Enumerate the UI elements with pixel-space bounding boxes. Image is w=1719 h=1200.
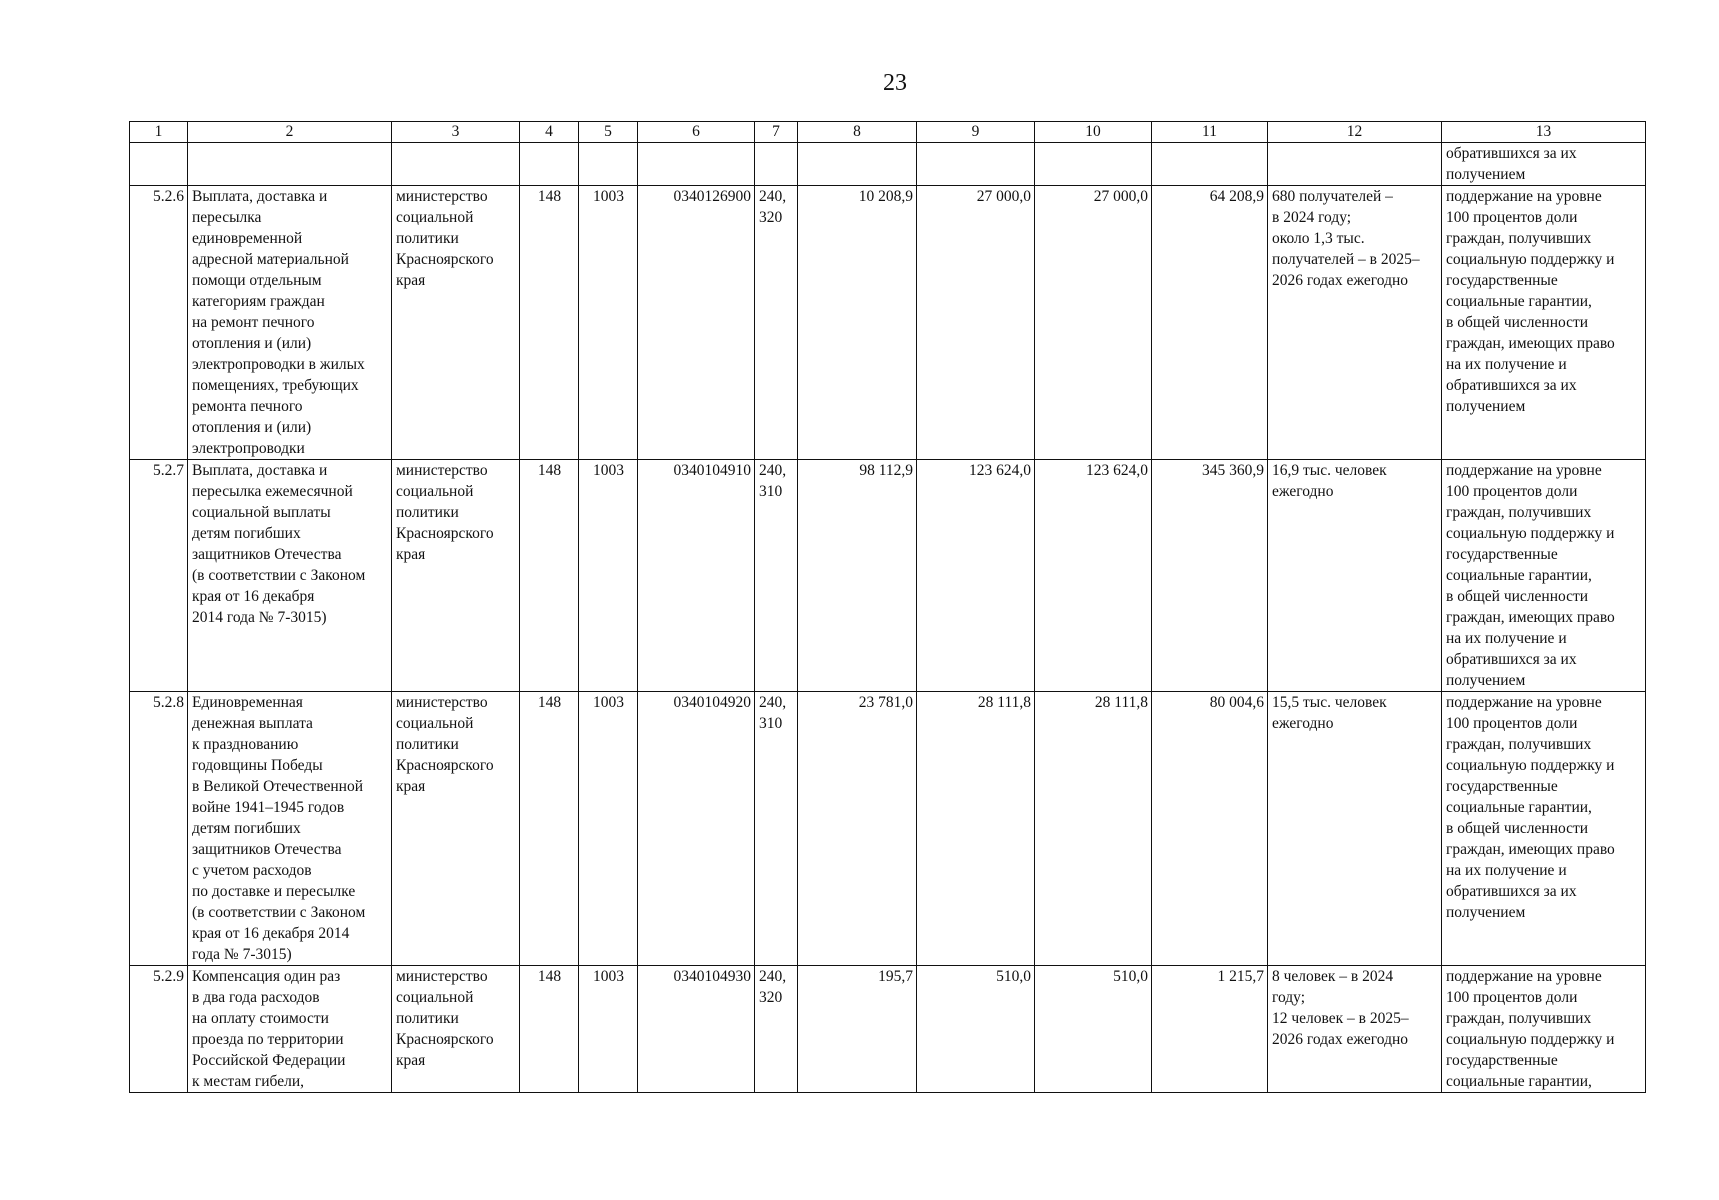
- amount-2026-text: 27 000,0: [1093, 188, 1148, 205]
- row-number: [130, 186, 188, 460]
- table-row: [130, 966, 1646, 1093]
- amount-2026-text: 123 624,0: [1086, 462, 1148, 479]
- amount-2025: [917, 460, 1035, 692]
- target-article-code-text: 0340104910: [673, 462, 751, 479]
- section-code-text: 1003: [593, 462, 624, 479]
- amount-2025-text: 123 624,0: [969, 462, 1031, 479]
- program-activities-table: [129, 121, 1646, 1093]
- column-header-9: 9: [917, 122, 1035, 143]
- amount-2026: [1035, 692, 1152, 966]
- column-header-6: 6: [638, 122, 755, 143]
- executor: [392, 186, 520, 460]
- executor-text: министерство социальной политики Красноярского края: [396, 968, 494, 1069]
- amount-2025: [917, 966, 1035, 1093]
- amount-total-text: 64 208,9: [1209, 188, 1264, 205]
- grbs-code-text: 148: [537, 188, 562, 205]
- amount-2025-text: 27 000,0: [976, 188, 1031, 205]
- expected-result-text: 15,5 тыс. человек ежегодно: [1272, 694, 1387, 732]
- amount-2024-text: 10 208,9: [858, 188, 913, 205]
- executor-text: министерство социальной политики Красноярского края: [396, 694, 494, 795]
- grbs-code-text: 148: [537, 462, 562, 479]
- section-code: [579, 460, 638, 692]
- column-header-13: 13: [1442, 122, 1646, 143]
- grbs-code: [520, 460, 579, 692]
- amount-2025-text: 28 111,8: [977, 694, 1031, 711]
- amount-total: [1152, 186, 1268, 460]
- column-header-7: 7: [755, 122, 798, 143]
- expected-result-text: 680 получателей – в 2024 году; около 1,3 тыс. получателей – в 2025– 2026 годах ежегодно: [1272, 188, 1420, 289]
- expense-type-code: [755, 186, 798, 460]
- amount-2026: [1035, 186, 1152, 460]
- executor-text: министерство социальной политики Красноярского края: [396, 462, 494, 563]
- indicator-text-text: поддержание на уровне 100 процентов доли граждан, получивших социальную поддержку и государственные социальные гарантии, в общей численности граждан, имеющих право на их получение и обратившихся за их получением: [1446, 462, 1615, 689]
- activity-name: [188, 186, 392, 460]
- row-number-text: 5.2.7: [153, 462, 184, 479]
- row-number-text: 5.2.8: [153, 694, 184, 711]
- executor: [392, 966, 520, 1093]
- target-article-code-text: 0340126900: [673, 188, 751, 205]
- indicator-text-text: поддержание на уровне 100 процентов доли граждан, получивших социальную поддержку и государственные социальные гарантии, в общей численности граждан, имеющих право на их получение и обратившихся за их получением: [1446, 188, 1615, 415]
- amount-2024: [798, 186, 917, 460]
- continuation-cell: [917, 143, 1035, 186]
- amount-total-text: 1 215,7: [1217, 968, 1264, 985]
- continuation-cell: [579, 143, 638, 186]
- section-code-text: 1003: [593, 968, 624, 985]
- continuation-cell: [798, 143, 917, 186]
- section-code-text: 1003: [593, 694, 624, 711]
- amount-total: [1152, 460, 1268, 692]
- executor: [392, 460, 520, 692]
- column-header-4: 4: [520, 122, 579, 143]
- expected-result: [1268, 460, 1442, 692]
- executor: [392, 692, 520, 966]
- column-header-1: 1: [130, 122, 188, 143]
- page-number: 23: [883, 70, 907, 96]
- amount-2025: [917, 186, 1035, 460]
- activity-name: [188, 460, 392, 692]
- expense-type-code-text: 240, 310: [759, 694, 787, 732]
- continuation-cell: [392, 143, 520, 186]
- amount-total: [1152, 692, 1268, 966]
- column-header-11: 11: [1152, 122, 1268, 143]
- row-number: [130, 966, 188, 1093]
- expense-type-code-text: 240, 320: [759, 188, 787, 226]
- amount-2025: [917, 692, 1035, 966]
- target-article-code: [638, 460, 755, 692]
- amount-2026: [1035, 460, 1152, 692]
- row-number-text: 5.2.6: [153, 188, 184, 205]
- grbs-code: [520, 692, 579, 966]
- table-row: [130, 186, 1646, 460]
- amount-2025-text: 510,0: [996, 968, 1031, 985]
- continuation-cell: [130, 143, 188, 186]
- column-header-8: 8: [798, 122, 917, 143]
- table-row: [130, 460, 1646, 692]
- target-article-code: [638, 186, 755, 460]
- column-header-3: 3: [392, 122, 520, 143]
- activity-name-text: Выплата, доставка и пересылка ежемесячной социальной выплаты детям погибших защитников Отечества (в соответствии с Законом края от 16 декабря 2014 года № 7-3015): [192, 462, 366, 626]
- section-code: [579, 186, 638, 460]
- activity-name: [188, 966, 392, 1093]
- amount-2024: [798, 966, 917, 1093]
- indicator-text: [1442, 186, 1646, 460]
- expense-type-code: [755, 966, 798, 1093]
- amount-total: [1152, 966, 1268, 1093]
- continuation-cell: [638, 143, 755, 186]
- indicator-text: [1442, 692, 1646, 966]
- amount-total-text: 80 004,6: [1209, 694, 1264, 711]
- section-code: [579, 966, 638, 1093]
- indicator-text: [1442, 966, 1646, 1093]
- expected-result-text: 16,9 тыс. человек ежегодно: [1272, 462, 1387, 500]
- grbs-code: [520, 966, 579, 1093]
- amount-2024: [798, 460, 917, 692]
- expected-result-text: 8 человек – в 2024 году; 12 человек – в 2025– 2026 годах ежегодно: [1272, 968, 1409, 1048]
- column-number-header-row: [130, 122, 1646, 143]
- activity-name-text: Единовременная денежная выплата к празднованию годовщины Победы в Великой Отечественной войне 1941–1945 годов детям погибших защитников Отечества с учетом расходов по доставке и пересылке (в соответствии с Законом края от 16 декабря 2014 года № 7-3015): [192, 694, 366, 963]
- grbs-code: [520, 186, 579, 460]
- activity-name: [188, 692, 392, 966]
- amount-2024-text: 98 112,9: [859, 462, 913, 479]
- amount-2026: [1035, 966, 1152, 1093]
- expense-type-code: [755, 460, 798, 692]
- amount-2026-text: 510,0: [1113, 968, 1148, 985]
- indicator-text-text: поддержание на уровне 100 процентов доли граждан, получивших социальную поддержку и государственные социальные гарантии, в общей численности граждан, имеющих право на их получение и обратившихся за их получением: [1446, 694, 1615, 921]
- amount-total-text: 345 360,9: [1202, 462, 1264, 479]
- table-row: [130, 692, 1646, 966]
- row-number-text: 5.2.9: [153, 968, 184, 985]
- column-header-10: 10: [1035, 122, 1152, 143]
- amount-2024: [798, 692, 917, 966]
- target-article-code: [638, 966, 755, 1093]
- column-header-12: 12: [1268, 122, 1442, 143]
- amount-2024-text: 23 781,0: [858, 694, 913, 711]
- amount-2024-text: 195,7: [878, 968, 913, 985]
- expense-type-code-text: 240, 320: [759, 968, 787, 1006]
- continuation-row: [130, 143, 1646, 186]
- expected-result: [1268, 186, 1442, 460]
- row-number: [130, 692, 188, 966]
- target-article-code-text: 0340104920: [673, 694, 751, 711]
- expense-type-code: [755, 692, 798, 966]
- target-article-code-text: 0340104930: [673, 968, 751, 985]
- indicator-text-text: поддержание на уровне 100 процентов доли граждан, получивших социальную поддержку и государственные социальные гарантии,: [1446, 968, 1615, 1090]
- executor-text: министерство социальной политики Красноярского края: [396, 188, 494, 289]
- expected-result: [1268, 692, 1442, 966]
- continuation-cell: [755, 143, 798, 186]
- continuation-cell: [1035, 143, 1152, 186]
- expense-type-code-text: 240, 310: [759, 462, 787, 500]
- target-article-code: [638, 692, 755, 966]
- continuation-cell: [520, 143, 579, 186]
- column-header-5: 5: [579, 122, 638, 143]
- section-code: [579, 692, 638, 966]
- row-number: [130, 460, 188, 692]
- amount-2026-text: 28 111,8: [1094, 694, 1148, 711]
- grbs-code-text: 148: [537, 968, 562, 985]
- continuation-indicator: обратившихся за их получением: [1442, 143, 1646, 186]
- section-code-text: 1003: [593, 188, 624, 205]
- expected-result: [1268, 966, 1442, 1093]
- indicator-text: [1442, 460, 1646, 692]
- activity-name-text: Компенсация один раз в два года расходов на оплату стоимости проезда по территории Российской Федерации к местам гибели,: [192, 968, 346, 1090]
- column-header-2: 2: [188, 122, 392, 143]
- continuation-cell: [1268, 143, 1442, 186]
- continuation-cell: [1152, 143, 1268, 186]
- continuation-cell: [188, 143, 392, 186]
- activity-name-text: Выплата, доставка и пересылка единовременной адресной материальной помощи отдельным категориям граждан на ремонт печного отопления и (или) электропроводки в жилых помещениях, требующих ремонта печного отопления и (или) электропроводки: [192, 188, 365, 457]
- grbs-code-text: 148: [537, 694, 562, 711]
